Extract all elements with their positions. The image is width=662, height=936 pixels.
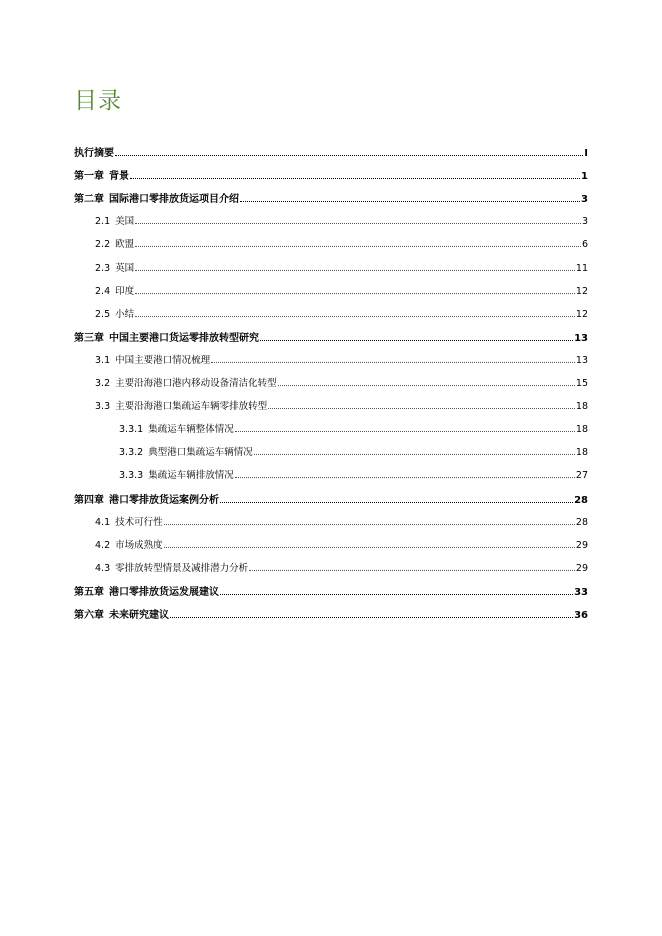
toc-entry-text: 中国主要港口情况梳理: [115, 354, 211, 366]
toc-entry-number: 第四章: [74, 494, 104, 506]
toc-entry-label: [95, 352, 210, 366]
toc-leader-dots: [135, 246, 581, 247]
toc-entry-number: 第五章: [74, 586, 104, 598]
toc-entry-label: [74, 491, 219, 506]
toc-page-number: 28: [574, 494, 588, 506]
toc-entry-text: 执行摘要: [74, 148, 114, 159]
toc-leader-dots: [115, 155, 583, 156]
toc-entry[interactable]: [74, 606, 588, 621]
toc-entry-number: 3.3.1: [119, 424, 144, 436]
page-title: 目录: [74, 88, 122, 114]
toc-entry[interactable]: [74, 167, 588, 182]
toc-entry-label: [95, 514, 163, 528]
toc-entry[interactable]: [119, 421, 588, 435]
toc-leader-dots: [135, 293, 575, 294]
toc-entry-label: [95, 560, 248, 574]
toc-page-number: 3: [581, 194, 588, 206]
toc-page-number: 33: [574, 586, 588, 598]
toc-entry-text: 典型港口集疏运车辆情况: [148, 447, 253, 459]
toc-entry-text: 小结: [115, 308, 135, 320]
toc-entry-number: 第三章: [74, 332, 104, 344]
toc-entry-text: 港口零排放货运发展建议: [109, 586, 219, 598]
toc-page-number: 11: [575, 262, 588, 274]
toc-page-number: 15: [575, 378, 588, 389]
toc-page-number: 18: [575, 447, 588, 459]
toc-leader-dots: [220, 594, 573, 595]
toc-page-number: I: [584, 148, 588, 159]
toc-entry-text: 集疏运车辆排放情况: [148, 470, 234, 482]
toc-page-number: 28: [575, 516, 588, 528]
toc-entry-number: 2.5: [95, 308, 111, 320]
toc-entry[interactable]: [95, 306, 588, 320]
toc-entry-number: 2.4: [95, 285, 111, 297]
toc-page-number: 1: [581, 171, 588, 183]
toc-entry-number: 第二章: [74, 194, 104, 206]
toc-entry-label: [74, 329, 259, 344]
toc-leader-dots: [170, 617, 573, 618]
toc-page-number: 29: [575, 539, 588, 551]
toc-entry[interactable]: [74, 583, 588, 598]
toc-page-number: 13: [575, 354, 588, 366]
toc-leader-dots: [268, 408, 575, 409]
toc-leader-dots: [278, 385, 575, 386]
toc-entry-label: [119, 467, 234, 481]
toc-entry-label: [74, 583, 219, 598]
toc-entry-label: [95, 306, 134, 320]
toc-entry-number: 3.3.2: [119, 447, 144, 459]
toc-entry[interactable]: [74, 329, 588, 344]
toc-entry[interactable]: [74, 491, 588, 506]
toc-entry-text: 市场成熟度: [115, 539, 163, 551]
toc-entry-number: 3.1: [95, 354, 111, 366]
toc-leader-dots: [164, 547, 575, 548]
toc-leader-dots: [135, 316, 575, 317]
toc-leader-dots: [135, 223, 581, 224]
toc-entry[interactable]: [95, 398, 588, 412]
toc-entry-text: 技术可行性: [115, 516, 163, 528]
toc-entry[interactable]: [95, 260, 588, 274]
toc-entry-text: 印度: [115, 285, 135, 297]
toc-entry-label: [74, 190, 239, 205]
toc-entry-text: 欧盟: [115, 239, 135, 251]
toc-page-number: 18: [575, 424, 588, 436]
toc-entry-label: [95, 398, 267, 412]
toc-entry-text: 中国主要港口货运零排放转型研究: [109, 332, 259, 344]
toc-entry-text: 主要沿海港口集疏运车辆零排放转型: [115, 401, 268, 413]
toc-leader-dots: [135, 270, 575, 271]
toc-entry-text: 零排放转型情景及减排潜力分析: [115, 562, 249, 574]
toc-page-number: 36: [574, 610, 588, 621]
toc-page-number: 18: [575, 401, 588, 413]
toc-entry-number: 3.3: [95, 401, 111, 413]
toc-leader-dots: [260, 340, 573, 341]
toc-entry-number: 2.3: [95, 262, 111, 274]
toc-entry-number: 第一章: [74, 171, 104, 183]
toc-entry[interactable]: [95, 514, 588, 528]
toc-page-number: 29: [575, 562, 588, 574]
toc-page-number: 12: [575, 285, 588, 297]
toc-entry[interactable]: [95, 283, 588, 297]
toc-page-number: 27: [575, 470, 588, 482]
toc-page-number: 13: [574, 332, 588, 344]
toc-entry-text: 背景: [109, 171, 129, 183]
toc-leader-dots: [130, 178, 580, 179]
toc-entry-label: [95, 537, 163, 551]
toc-leader-dots: [220, 502, 573, 503]
toc-page-number: 6: [581, 239, 588, 251]
toc-entry-label: [119, 444, 253, 458]
toc-entry-number: 4.1: [95, 516, 111, 528]
toc-entry-label: [95, 375, 277, 389]
toc-entry-text: 英国: [115, 262, 135, 274]
toc-entry-number: 2.2: [95, 239, 111, 251]
toc-leader-dots: [164, 524, 575, 525]
toc-entry-text: 国际港口零排放货运项目介绍: [109, 194, 239, 206]
toc-entry[interactable]: [95, 213, 588, 227]
toc-page-number: 12: [575, 308, 588, 320]
toc-entry[interactable]: [95, 352, 588, 366]
toc-leader-dots: [240, 201, 580, 202]
toc-entry-number: 第六章: [74, 610, 104, 621]
toc-entry[interactable]: [74, 190, 588, 205]
toc-entry-label: [95, 213, 134, 227]
toc-entry-text: 美国: [115, 216, 135, 228]
toc-entry[interactable]: [95, 236, 588, 250]
toc-entry-label: [74, 144, 114, 159]
toc-leader-dots: [249, 570, 575, 571]
toc-entry-label: [95, 236, 134, 250]
toc-entry-text: 集疏运车辆整体情况: [148, 424, 234, 436]
toc-entry[interactable]: [119, 444, 588, 458]
toc-leader-dots: [235, 477, 575, 478]
toc-entry-text: 港口零排放货运案例分析: [109, 494, 219, 506]
toc-page-number: 3: [581, 216, 588, 228]
toc-entry-label: [74, 606, 169, 621]
toc-entry-number: 2.1: [95, 216, 111, 228]
toc-entry-number: 3.2: [95, 378, 111, 389]
toc-entry[interactable]: [119, 467, 588, 481]
toc-leader-dots: [254, 454, 575, 455]
toc-entry[interactable]: [95, 537, 588, 551]
toc-entry-label: [119, 421, 234, 435]
toc-entry-text: 未来研究建议: [109, 610, 169, 621]
toc-entry[interactable]: [95, 375, 588, 389]
toc-entry[interactable]: [95, 560, 588, 574]
toc-leader-dots: [211, 362, 575, 363]
toc-entry-label: [95, 260, 134, 274]
toc-entry-label: [95, 283, 134, 297]
toc-entry-text: 主要沿海港口港内移动设备清洁化转型: [115, 378, 277, 389]
toc-entry-number: 3.3.3: [119, 470, 144, 482]
toc-entry[interactable]: [74, 144, 588, 159]
toc-entry-label: [74, 167, 129, 182]
toc-leader-dots: [235, 431, 575, 432]
toc-entry-number: 4.2: [95, 539, 111, 551]
toc-entry-number: 4.3: [95, 562, 111, 574]
